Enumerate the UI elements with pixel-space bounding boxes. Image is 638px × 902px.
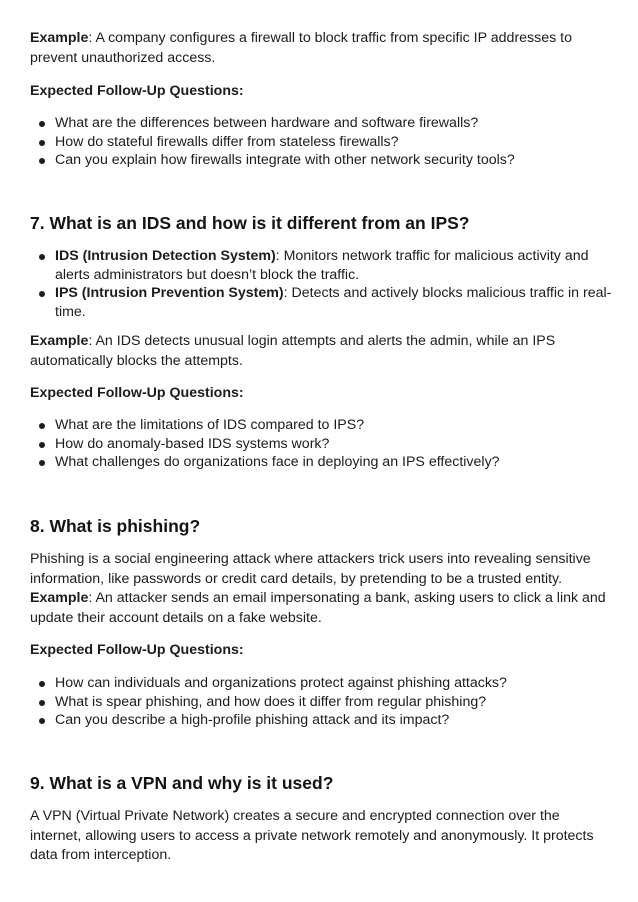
list-item	[30, 284, 612, 321]
phishing-followup-list	[30, 674, 612, 730]
example-text: : An attacker sends an email impersonating a bank, asking users to click a link and update their account details on a fake website.	[30, 590, 606, 626]
term: IDS (Intrusion Detection System)	[55, 248, 276, 264]
list-item: Can you explain how firewalls integrate with other network security tools?	[30, 151, 612, 170]
phishing-body	[30, 550, 612, 628]
bullet-icon	[39, 121, 45, 127]
firewall-followup-list	[30, 114, 612, 170]
list-item: What are the differences between hardware and software firewalls?	[30, 114, 612, 133]
bullet-icon	[39, 460, 45, 466]
example-label: Example	[30, 590, 89, 607]
list-item: What challenges do organizations face in deploying an IPS effectively?	[30, 453, 612, 472]
followup-heading: Expected Follow-Up Questions:	[30, 83, 244, 99]
bullet-icon	[39, 140, 45, 146]
bullet-icon	[39, 442, 45, 448]
list-item: What is spear phishing, and how does it differ from regular phishing?	[30, 693, 612, 712]
example-paragraph	[30, 589, 612, 628]
followup-heading: Expected Follow-Up Questions:	[30, 642, 244, 658]
list-item: How do stateful firewalls differ from stateless firewalls?	[30, 133, 612, 152]
term-description: : Monitors network traffic for malicious activity and alerts administrators but doesn’t block the traffic.	[55, 248, 589, 283]
body-paragraph: Phishing is a social engineering attack where attackers trick users into revealing sensitive information, like passwords or credit card details, by pretending to be a trusted entity.	[30, 551, 591, 587]
ids-ips-list	[30, 247, 612, 321]
bullet-icon	[39, 423, 45, 429]
list-item: What are the limitations of IDS compared to IPS?	[30, 416, 612, 435]
example-text: : An IDS detects unusual login attempts and alerts the admin, while an IPS automatically blocks the attempts.	[30, 333, 556, 369]
list-item	[30, 247, 612, 284]
firewall-example	[30, 29, 612, 68]
section-heading-vpn: 9. What is a VPN and why is it used?	[30, 773, 334, 793]
example-label: Example	[30, 30, 89, 46]
body-paragraph: A VPN (Virtual Private Network) creates a secure and encrypted connection over the internet, allowing users to access a private network remotely and anonymously. It protects data from interception.	[30, 808, 594, 864]
vpn-body	[30, 807, 612, 866]
term-description: : Detects and actively blocks malicious traffic in real-time.	[55, 285, 612, 320]
bullet-icon	[39, 254, 45, 260]
bullet-icon	[39, 718, 45, 724]
example-paragraph	[30, 332, 612, 371]
bullet-icon	[39, 291, 45, 297]
bullet-icon	[39, 681, 45, 687]
example-paragraph	[30, 29, 612, 68]
bullet-icon	[39, 700, 45, 706]
bullet-icon	[39, 158, 45, 164]
list-item: How can individuals and organizations protect against phishing attacks?	[30, 674, 612, 693]
section-heading-phishing: 8. What is phishing?	[30, 516, 201, 536]
list-item: How do anomaly-based IDS systems work?	[30, 435, 612, 454]
list-item: Can you describe a high-profile phishing attack and its impact?	[30, 711, 612, 730]
term: IPS (Intrusion Prevention System)	[55, 285, 284, 302]
followup-heading: Expected Follow-Up Questions:	[30, 385, 244, 401]
ids-ips-example	[30, 332, 612, 371]
ids-followup-list	[30, 416, 612, 472]
example-label: Example	[30, 333, 89, 349]
section-heading-ids-ips: 7. What is an IDS and how is it different from an IPS?	[30, 213, 470, 233]
example-text: : A company configures a firewall to block traffic from specific IP addresses to prevent unauthorized access.	[30, 30, 573, 66]
